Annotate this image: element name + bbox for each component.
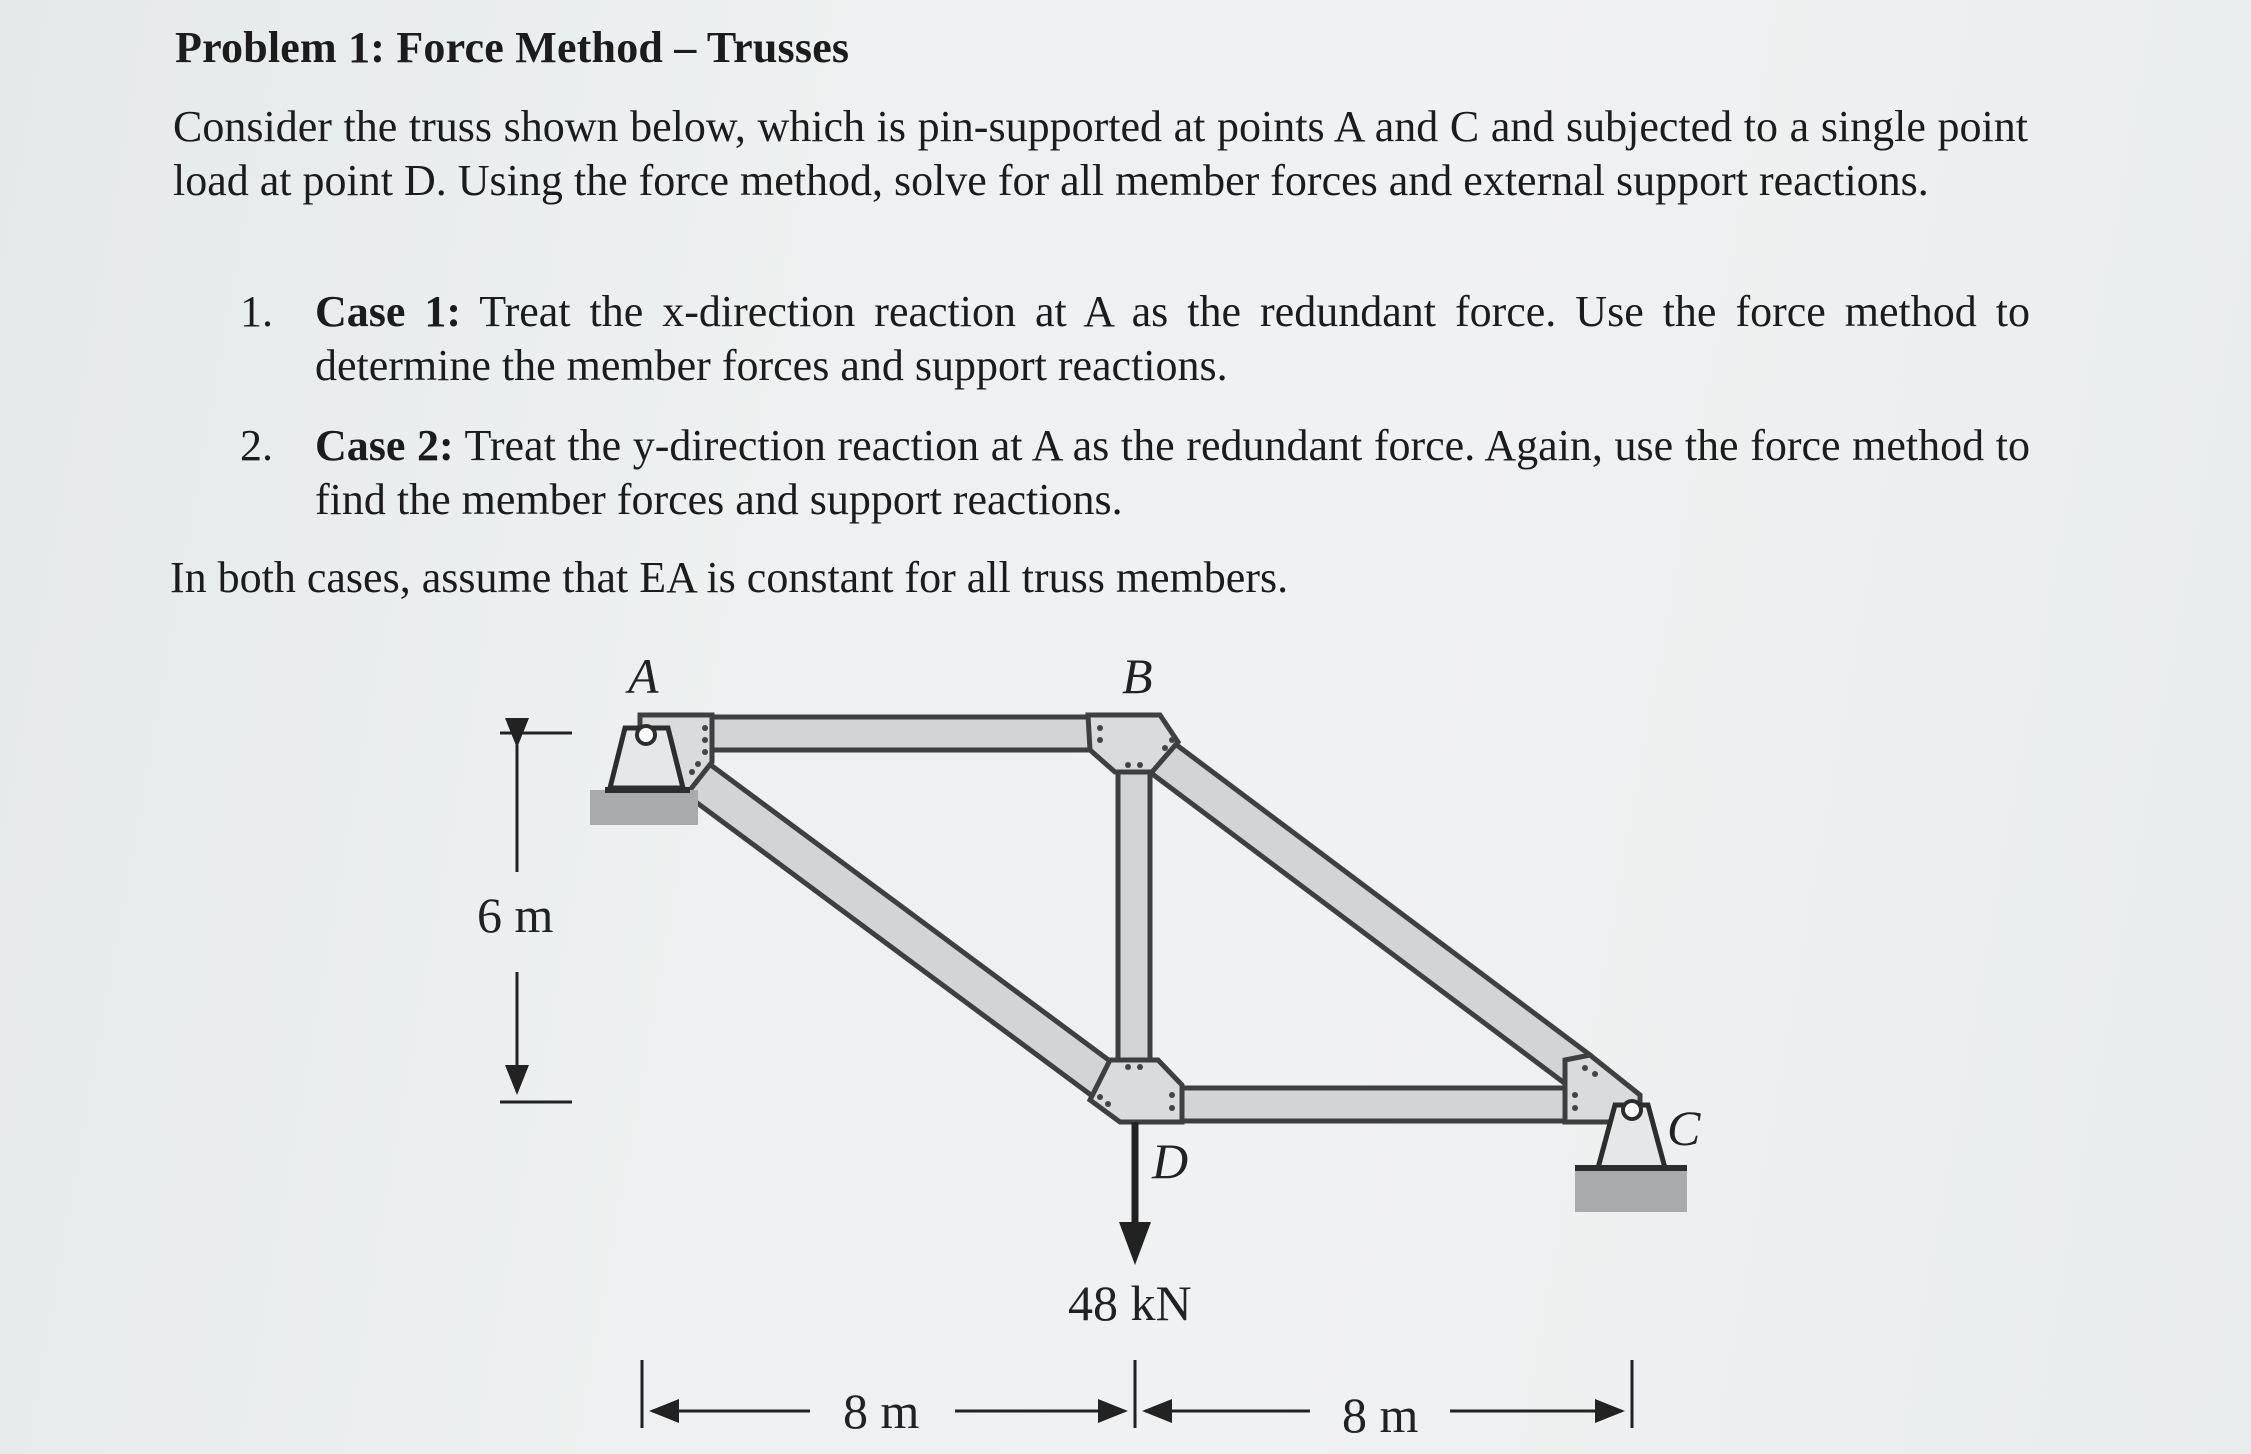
span-right-label: 8 m — [1342, 1387, 1419, 1443]
load-arrow — [1119, 1122, 1151, 1265]
problem-intro: Consider the truss shown below, which is pin-supported at points A and C and subjected to a single point load at point D. Using the force method, solve for all member forces and external support reactions. — [173, 102, 2028, 205]
ea-assumption-note: In both cases, assume that EA is constant for all truss members. — [170, 553, 1289, 602]
member-bd — [1118, 770, 1150, 1060]
node-label-b: B — [1122, 648, 1153, 704]
member-bc — [1147, 740, 1590, 1085]
member-ab — [700, 717, 1100, 750]
span-dimension — [642, 1360, 1632, 1428]
gusset-plate-d — [1090, 1060, 1182, 1122]
node-label-c: C — [1667, 1100, 1701, 1156]
case-label: Case 1: — [315, 287, 462, 336]
member-dc — [1180, 1088, 1565, 1121]
case-number: 1. — [240, 287, 273, 336]
case-label: Case 2: — [315, 421, 454, 470]
case-number: 2. — [240, 421, 273, 470]
node-label-a: A — [628, 648, 659, 704]
case-text: Treat the y-direction reaction at A as the redundant force. Again, use the force method to find the member forces and support reactions. — [315, 421, 2030, 524]
case-text: Treat the x-direction reaction at A as the redundant force. Use the force method to determine the member forces and support reactions. — [315, 287, 2030, 390]
member-ad — [677, 757, 1118, 1098]
span-left-label: 8 m — [843, 1383, 920, 1439]
height-label: 6 m — [477, 887, 554, 943]
load-label: 48 kN — [1068, 1275, 1192, 1331]
problem-title: Problem 1: Force Method – Trusses — [175, 23, 850, 72]
node-label-d: D — [1152, 1133, 1189, 1189]
